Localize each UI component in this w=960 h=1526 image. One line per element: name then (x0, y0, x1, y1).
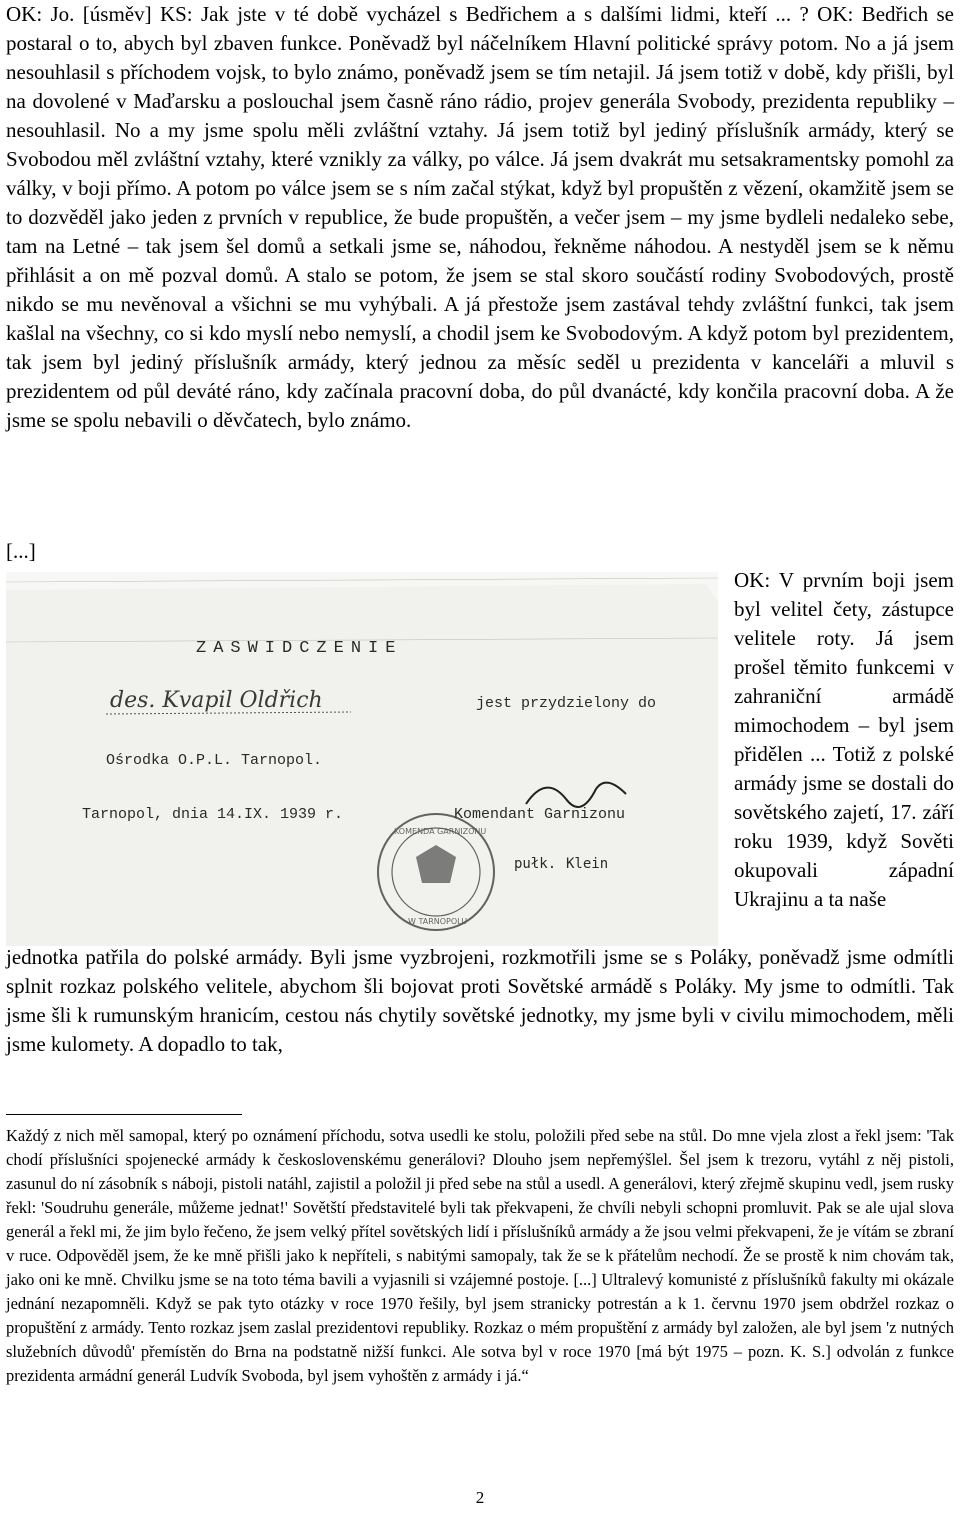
certificate-typed-line3: Tarnopol, dnia 14.IX. 1939 r. (82, 806, 344, 823)
certificate-handwritten-name: des. Kvapil Oldřich (110, 688, 323, 713)
signature-name: Klein (566, 856, 609, 872)
stamp-inner-text: W TARNOPOLU (408, 917, 468, 926)
certificate-typed-line2: Ośrodka O.P.L. Tarnopol. (106, 752, 323, 769)
certificate-typed-line1: jest przydzielony do (476, 695, 657, 712)
stamp-outer-text: KOMENDA GARNIZONU (394, 827, 487, 836)
continued-paragraph: jednotka patřila do polské armády. Byli jsme vyzbrojeni, rozkmotřili jsme se s Poláky, poněvadž jsme odmítli splnit rozkaz polského velitele, abychom šli bojovat proti Sovětské armádě s Poláky. My jsme to odmítli. Tak jsme šli k rumunským hranicím, cestou nás chytily sovětské jednotky, my jsme byli v civilu mimochodem, měli jsme kulomety. A dopadlo to tak, (6, 945, 954, 1056)
certificate-heading: ZASWIDCZENIE (196, 639, 403, 658)
scanned-certificate-image (6, 572, 718, 946)
footnote-text: Každý z nich měl samopal, který po oznámení příchodu, sotva usedli ke stolu, položili před sebe na stůl. Do mne vjela zlost a řekl jsem: 'Tak chodí příslušníci spojenecké armády k československému generálovi? Dlouho jsem nepřemýšlel. Šel jsem k trezoru, vytáhl z něj pistoli, zasunul do ní zásobník s náboji, pistoli natáhl, zajistil a položil ji před sebe na stůl a usedl. A generálovi, který zřejmě skupinu vedl, jsem rusky řekl: 'Soudruhu generále, můžeme jednat!' Sovětští představitelé byli tak překvapeni, že chvíli nebyli schopni promluvit. Pak se ale ujal slova generál a řekl mi, že jim bylo řečeno, že jsem velký přítel sovětských lidí i příslušníků armády a že jsou velmi překvapeni, že je vítám se zbraní v ruce. Odpověděl jsem, že ke mně přišli jako k nepříteli, s nabitými samopaly, tak že se k přátelům nechodí. Že se prostě k nim chovám tak, jako oni ke mně. Chvilku jsme se na toto téma bavili a vyjasnili si vzájemné postoje. [...] Ultralevý komunisté z příslušníků fakulty mi okázale jednání nezapomněli. Když se pak tyto otázky v roce 1970 řešily, byl jsem stranicky potrestán a k 1. červnu 1970 jsem obdržel rozkaz o propuštění z armády. Tento rozkaz jsem zaslal prezidentovi republiky. Rozkaz o mém propuštění z armády byl založen, ale byl jsem 'z nutných služebních důvodů' přemístěn do Brna na podstatně nižší funkci. Ale sotva byl v roce 1970 [má být 1975 – pozn. K. S.] odvolán z funkce prezidenta armádní generál Ludvík Svoboda, byl jsem vyhoštěn z armády i já.“ (6, 1126, 954, 1385)
page-number: 2 (475, 1488, 485, 1507)
signature-prefix: pułk. (514, 856, 557, 872)
ellipsis-marker: [...] (6, 539, 36, 563)
side-text-column: OK: V prvním boji jsem byl velitel čety, zástupce velitele roty. Já jsem prošel těmito funkcemi v zahraniční armádě mimochodem – byl jsem přidělen ... Totiž z polské armády jsme se dostali do sovětského zajetí, 17. září roku 1939, když Sověti okupovali západní Ukrajinu a ta naše (734, 568, 954, 911)
footnote-separator (6, 1114, 242, 1115)
certificate-commander-title: Komendant Garnizonu (454, 806, 626, 823)
interview-paragraph: OK: Jo. [úsměv] KS: Jak jste v té době vycházel s Bedřichem a s dalšími lidmi, kteří ... ? OK: Bedřich se postaral o to, abych byl zbaven funkce. Poněvadž byl náčelníkem Hlavní politické správy potom. No a já jsem nesouhlasil s příchodem vojsk, to bylo známo, poněvadž jsem se tím netajil. Já jsem totiž v době, kdy přišli, byl na dovolené v Maďarsku a poslouchal jsem časně ráno rádio, projev generála Svobody, prezidenta republiky – nesouhlasil. No a my jsme spolu měli zvláštní vztahy. Já jsem totiž byl jediný příslušník armády, který se Svobodou měl zvláštní vztahy, které vznikly za války, po válce. Já jsem dvakrát mu setsakramentsky pomohl za války, v boji přímo. A potom po válce jsem se s ním začal stýkat, když byl propuštěn z vězení, okamžitě jsem se to dozvěděl jako jeden z prvních v republice, že bude propuštěn, a večer jsem – my jsme bydleli nedaleko sebe, tam na Letné – tak jsem šel domů a setkali jsme se, náhodou, řekněme náhodou. A nestyděl jsem se k němu přihlásit a on mě pozval domů. A stalo se potom, že jsem se stal skoro součástí rodiny Svobodových, prostě nikdo se mu nevěnoval a všichni se mu vyhýbali. A já přestože jsem zastával tehdy zvláštní funkci, tak jsem kašlal na všechny, co si kdo myslí nebo nemyslí, a chodil jsem ke Svobodovým. A když potom byl prezidentem, tak jsem byl jediný příslušník armády, který jednou za měsíc seděl u prezidenta v kanceláři a mluvil s prezidentem od půl deváté ráno, kdy začínala pracovní doba, do půl dvanácté, kdy končila pracovní doba. A že jsme se spolu nebavili o děvčatech, bylo známo. (6, 2, 954, 432)
